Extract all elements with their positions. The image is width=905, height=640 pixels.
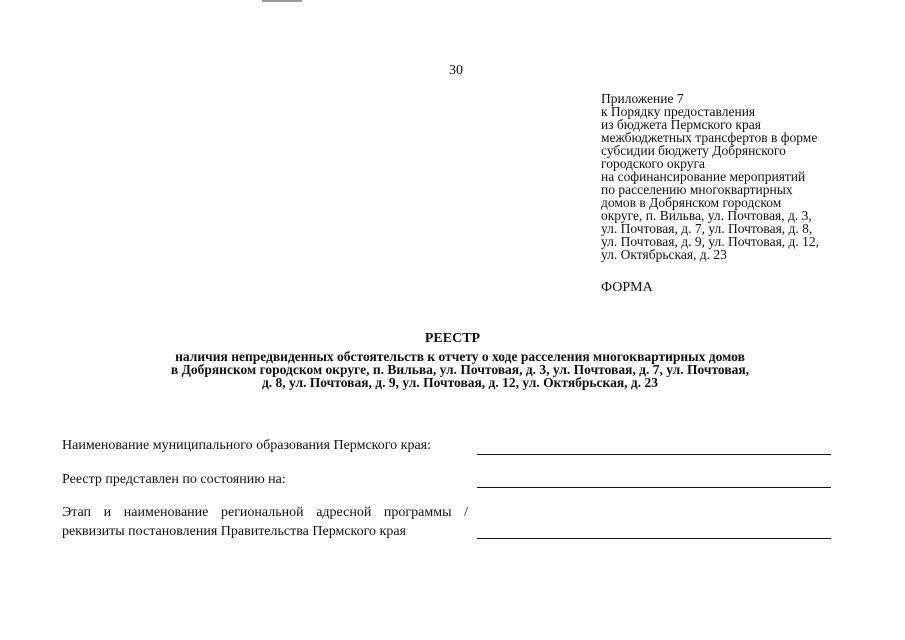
subtitle-line: наличия непредвиденных обстоятельств к отчету о ходе расселения многоквартирных домов bbox=[175, 349, 745, 364]
appendix-line: к Порядку предоставления bbox=[601, 104, 756, 119]
program-stage-field bbox=[62, 503, 468, 541]
document-title: РЕЕСТР bbox=[424, 331, 481, 346]
document-subtitle bbox=[100, 350, 820, 389]
appendix-line: городского округа bbox=[601, 156, 706, 171]
subtitle-line: в Добрянском городском округе, п. Вильва, ул. Почтовая, д. 3, ул. Почтовая, д. 7, ул. Почтовая, bbox=[170, 362, 750, 377]
municipality-input-line[interactable] bbox=[477, 454, 831, 455]
appendix-line: ул. Почтовая, д. 7, ул. Почтовая, д. 8, bbox=[601, 221, 813, 236]
registry-date-label: Реестр представлен по состоянию на: bbox=[62, 472, 286, 487]
registry-date-input-line[interactable] bbox=[477, 487, 831, 488]
subtitle-line: д. 8, ул. Почтовая, д. 9, ул. Почтовая, д. 12, ул. Октябрьская, д. 23 bbox=[261, 375, 659, 390]
appendix-line: округе, п. Вильва, ул. Почтовая, д. 3, bbox=[601, 208, 812, 223]
appendix-line: на софинансирование мероприятий bbox=[601, 169, 806, 184]
program-stage-label-line: реквизиты постановления Правительства Пермского края bbox=[62, 524, 406, 539]
appendix-line: ул. Почтовая, д. 9, ул. Почтовая, д. 12, bbox=[601, 234, 820, 249]
form-label: ФОРМА bbox=[601, 280, 653, 295]
scan-artifact bbox=[262, 0, 302, 2]
program-stage-input-line[interactable] bbox=[477, 538, 831, 539]
program-stage-label-line: Этап и наименование региональной адресной программы / bbox=[62, 505, 468, 520]
appendix-line: субсидии бюджету Добрянского bbox=[601, 143, 786, 158]
appendix-block bbox=[601, 92, 861, 261]
appendix-line: ул. Октябрьская, д. 23 bbox=[601, 247, 727, 262]
municipality-field bbox=[62, 437, 431, 455]
appendix-line: из бюджета Пермского края bbox=[601, 117, 761, 132]
page-number: 30 bbox=[449, 63, 463, 78]
municipality-label: Наименование муниципального образования Пермского края: bbox=[62, 438, 431, 453]
appendix-line: Приложение 7 bbox=[601, 91, 684, 106]
appendix-line: домов в Добрянском городском bbox=[601, 195, 782, 210]
registry-date-field bbox=[62, 471, 286, 489]
appendix-line: межбюджетных трансфертов в форме bbox=[601, 130, 818, 145]
appendix-line: по расселению многоквартирных bbox=[601, 182, 793, 197]
